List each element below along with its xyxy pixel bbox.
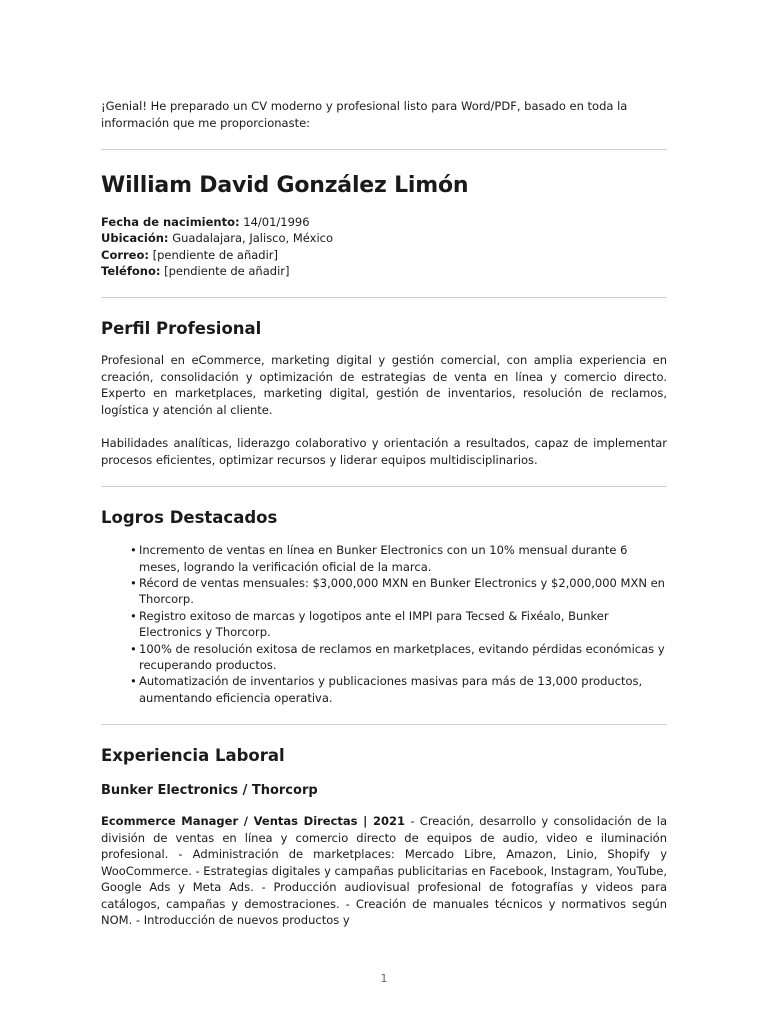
company-name: Bunker Electronics / Thorcorp (101, 783, 318, 799)
section-heading-achievements: Logros Destacados (101, 508, 278, 528)
job-role: Ecommerce Manager / Ventas Directas | 2021 (101, 814, 406, 829)
intro-text: ¡Genial! He preparado un CV moderno y profesional listo para Word/PDF, basado en toda la información que me proporcionaste: (101, 99, 628, 130)
list-item: • Récord de ventas mensuales: $3,000,000 MXN en Bunker Electronics y $2,000,000 MXN en Thorcorp. (130, 576, 665, 607)
contact-phone: Teléfono: [pendiente de añadir] (101, 263, 290, 278)
profile-paragraph: Profesional en eCommerce, marketing digital y gestión comercial, con amplia experiencia en creación, consolidación y optimización de estrategias de venta en línea y comercio directo. Experto en marketplaces, marketing digital, gestión de inventarios, resolución de reclamos, logística y atención al cliente. (101, 353, 667, 417)
divider (101, 724, 667, 725)
profile-paragraph: Habilidades analíticas, liderazgo colaborativo y orientación a resultados, capaz de implementar procesos eficientes, optimizar recursos y liderar equipos multidisciplinarios. (101, 436, 667, 467)
list-item: • Automatización de inventarios y publicaciones masivas para más de 13,000 productos, aumentando eficiencia operativa. (130, 674, 643, 705)
contact-email: Correo: [pendiente de añadir] (101, 247, 279, 262)
list-item: • Registro exitoso de marcas y logotipos ante el IMPI para Tecsed & Fixéalo, Bunker Electronics y Thorcorp. (130, 608, 609, 640)
candidate-name: William David González Limón (101, 173, 469, 198)
cv-document (101, 98, 667, 929)
contact-location: Ubicación: Guadalajara, Jalisco, México (101, 231, 334, 246)
achievements-list (101, 542, 667, 706)
divider (101, 297, 667, 298)
list-item: • 100% de resolución exitosa de reclamos en marketplaces, evitando pérdidas económicas y recuperando productos. (130, 641, 665, 673)
divider (101, 486, 667, 487)
contact-info (101, 214, 667, 279)
page-number: 1 (380, 972, 388, 985)
section-heading-experience: Experiencia Laboral (101, 746, 285, 766)
job-details: - Creación, desarrollo y consolidación de la división de ventas en línea y comercio directo de equipos de audio, video e iluminación profesional. - Administración de marketplaces: Mercado Libre, Amazon, Linio, Shopify y WooCommerce. - Estrategias digitales y campañas publicitarias en Facebook, Instagram, YouTube, Google Ads y Meta Ads. - Producción audiovisual profesional de fotografías y videos para catálogos, campañas y demostraciones. - Creación de manuales técnicos y normativos según NOM. - Introducción de nuevos productos y (101, 814, 668, 928)
section-heading-profile: Perfil Profesional (101, 319, 262, 339)
contact-birthdate: Fecha de nacimiento: 14/01/1996 (101, 215, 310, 229)
list-item: • Incremento de ventas en línea en Bunker Electronics con un 10% mensual durante 6 meses, logrando la verificación oficial de la marca. (130, 543, 628, 574)
job-description (101, 813, 667, 929)
divider (101, 149, 667, 150)
